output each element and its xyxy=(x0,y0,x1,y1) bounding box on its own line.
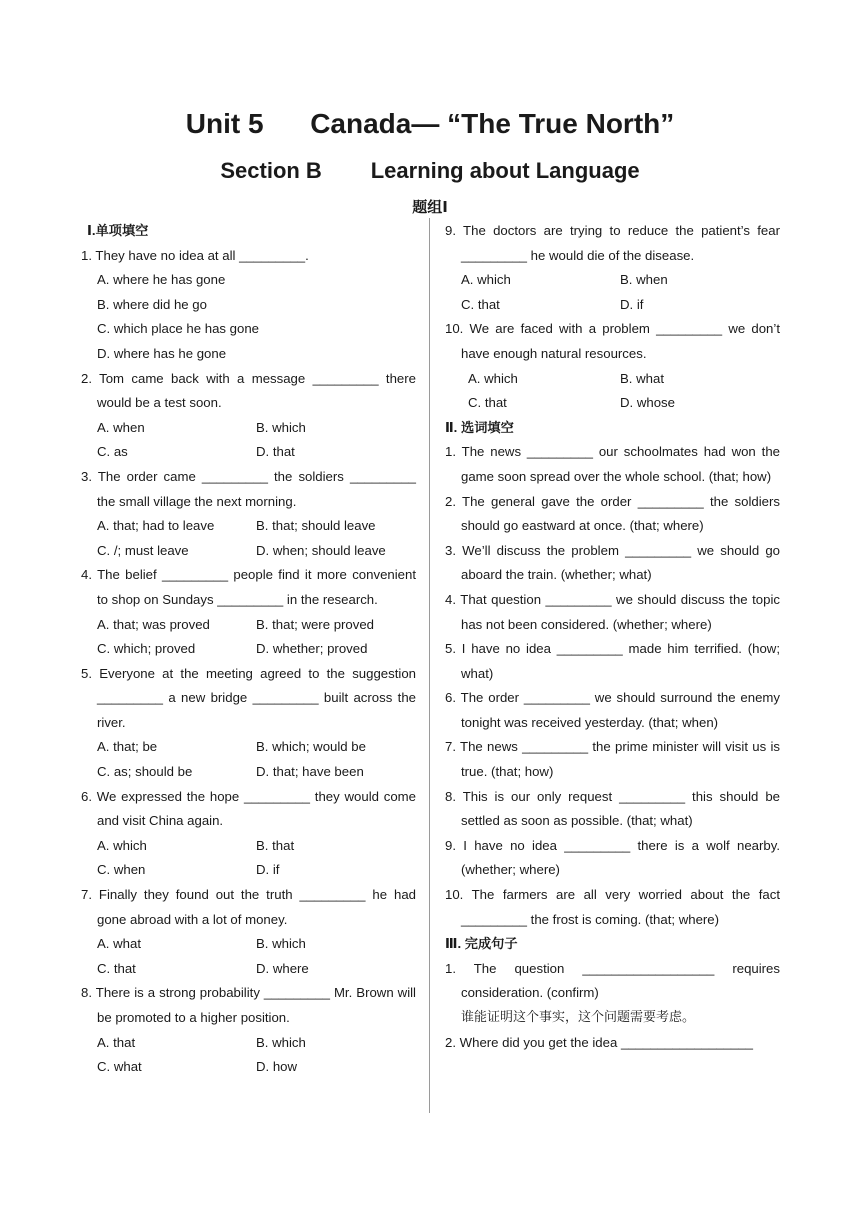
question-text: 6. The order _________ we should surround the enemy tonight was received yesterday. (that; when) xyxy=(445,690,780,730)
option: D. how xyxy=(256,1059,298,1075)
question-text: 2. The general gave the order _________ the soldiers should go eastward at once. (that; where) xyxy=(445,493,780,534)
question-text: 1. The question __________________ requires consideration. (confirm) xyxy=(445,960,780,1001)
option: D. whose xyxy=(620,395,675,411)
option: C. as; should be xyxy=(97,764,193,780)
column-divider xyxy=(429,218,430,1113)
option-list xyxy=(81,834,416,883)
option: D. where xyxy=(256,960,309,976)
option-list xyxy=(445,268,780,317)
option-list xyxy=(81,416,416,465)
option: D. if xyxy=(620,296,644,312)
option-list xyxy=(81,735,416,784)
question-text: 5. I have no idea _________ made him terrified. (how; what) xyxy=(445,641,780,681)
option: D. that xyxy=(256,444,295,460)
option-list xyxy=(81,514,416,563)
question-text: 10. We are faced with a problem _________ we don’t have enough natural resources. xyxy=(445,321,780,361)
question-text: 1. The news _________ our schoolmates had won the game soon spread over the whole school. (that; how) xyxy=(445,444,780,484)
option: B. that; should leave xyxy=(256,518,376,534)
option: B. when xyxy=(620,272,668,288)
option-list xyxy=(81,1031,416,1080)
question-text: 2. Where did you get the idea __________________ xyxy=(445,1034,753,1050)
option: A. that; be xyxy=(97,739,158,755)
option: C. that xyxy=(97,960,136,976)
question-text: 8. This is our only request _________ this should be settled as soon as possible. (that; what) xyxy=(445,788,780,829)
option-list xyxy=(81,268,416,366)
group-label: 题组Ⅰ xyxy=(412,199,448,216)
option: A. which xyxy=(461,272,511,288)
question-text: 2. Tom came back with a message _________ there would be a test soon. xyxy=(81,370,416,411)
question-text: 6. We expressed the hope _________ they would come and visit China again. xyxy=(81,788,416,829)
option: B. where did he go xyxy=(97,296,207,312)
option: A. when xyxy=(97,419,145,435)
section-heading: Ⅰ.单项填空 xyxy=(87,223,149,238)
section-heading: Ⅲ. 完成句子 xyxy=(445,936,518,952)
option-list xyxy=(445,367,780,416)
section-heading: Ⅱ. 选词填空 xyxy=(445,419,514,435)
option: A. that xyxy=(97,1034,136,1050)
option: C. what xyxy=(97,1059,142,1075)
option: D. if xyxy=(256,862,280,878)
question-text: 9. The doctors are trying to reduce the patient’s fear _________ he would die of the disease. xyxy=(445,223,780,263)
option: B. which xyxy=(256,419,306,435)
option: B. which xyxy=(256,936,306,952)
option: D. that; have been xyxy=(256,764,364,780)
question-text: 3. We’ll discuss the problem _________ we should go aboard the train. (whether; what) xyxy=(445,542,780,583)
option: C. as xyxy=(97,444,128,460)
question-text: 4. The belief _________ people find it more convenient to shop on Sundays _________ in the research. xyxy=(81,567,416,607)
option: C. that xyxy=(468,395,507,411)
left-column xyxy=(81,219,416,1080)
question-text: 8. There is a strong probability _________ Mr. Brown will be promoted to a higher position. xyxy=(81,985,416,1025)
option: B. which xyxy=(256,1034,306,1050)
option: A. that; was proved xyxy=(97,616,210,632)
option: B. that xyxy=(256,837,295,853)
option: A. which xyxy=(97,837,147,853)
question-text: 1. They have no idea at all _________. xyxy=(81,247,309,263)
option: C. /; must leave xyxy=(97,542,189,558)
right-column xyxy=(445,219,780,1055)
section-title: Section B Learning about Language xyxy=(220,158,640,183)
option: A. that; had to leave xyxy=(97,518,215,534)
option: A. what xyxy=(97,936,141,952)
option: C. that xyxy=(461,296,500,312)
question-text: 10. The farmers are all very worried about the fact _________ the frost is coming. (that; where) xyxy=(445,887,780,927)
option-list xyxy=(81,613,416,662)
option: A. which xyxy=(468,370,518,386)
option: D. where has he gone xyxy=(97,345,227,361)
question-text: 5. Everyone at the meeting agreed to the suggestion _________ a new bridge _________ built across the river. xyxy=(81,665,416,730)
question-text: 9. I have no idea _________ there is a wolf nearby. (whether; where) xyxy=(445,837,780,878)
question-text: 3. The order came _________ the soldiers _________ the small village the next morning. xyxy=(81,468,416,509)
option: D. whether; proved xyxy=(256,641,368,657)
option-list xyxy=(81,932,416,981)
question-text: 7. Finally they found out the truth _________ he had gone abroad with a lot of money. xyxy=(81,887,416,927)
option: A. where he has gone xyxy=(97,272,226,288)
option: C. which; proved xyxy=(97,641,196,657)
question-text: 7. The news _________ the prime minister will visit us is true. (that; how) xyxy=(445,739,780,780)
option: D. when; should leave xyxy=(256,542,386,558)
unit-title: Unit 5 Canada— “The True North” xyxy=(185,108,675,139)
option: C. when xyxy=(97,862,146,878)
option: C. which place he has gone xyxy=(97,321,260,337)
chinese-prompt: 谁能证明这个事实，这个问题需要考虑。 xyxy=(461,1010,696,1025)
option: B. what xyxy=(620,370,664,386)
option: B. that; were proved xyxy=(256,616,375,632)
question-text: 4. That question _________ we should discuss the topic has not been considered. (whether; where) xyxy=(445,591,780,632)
option: B. which; would be xyxy=(256,739,366,755)
